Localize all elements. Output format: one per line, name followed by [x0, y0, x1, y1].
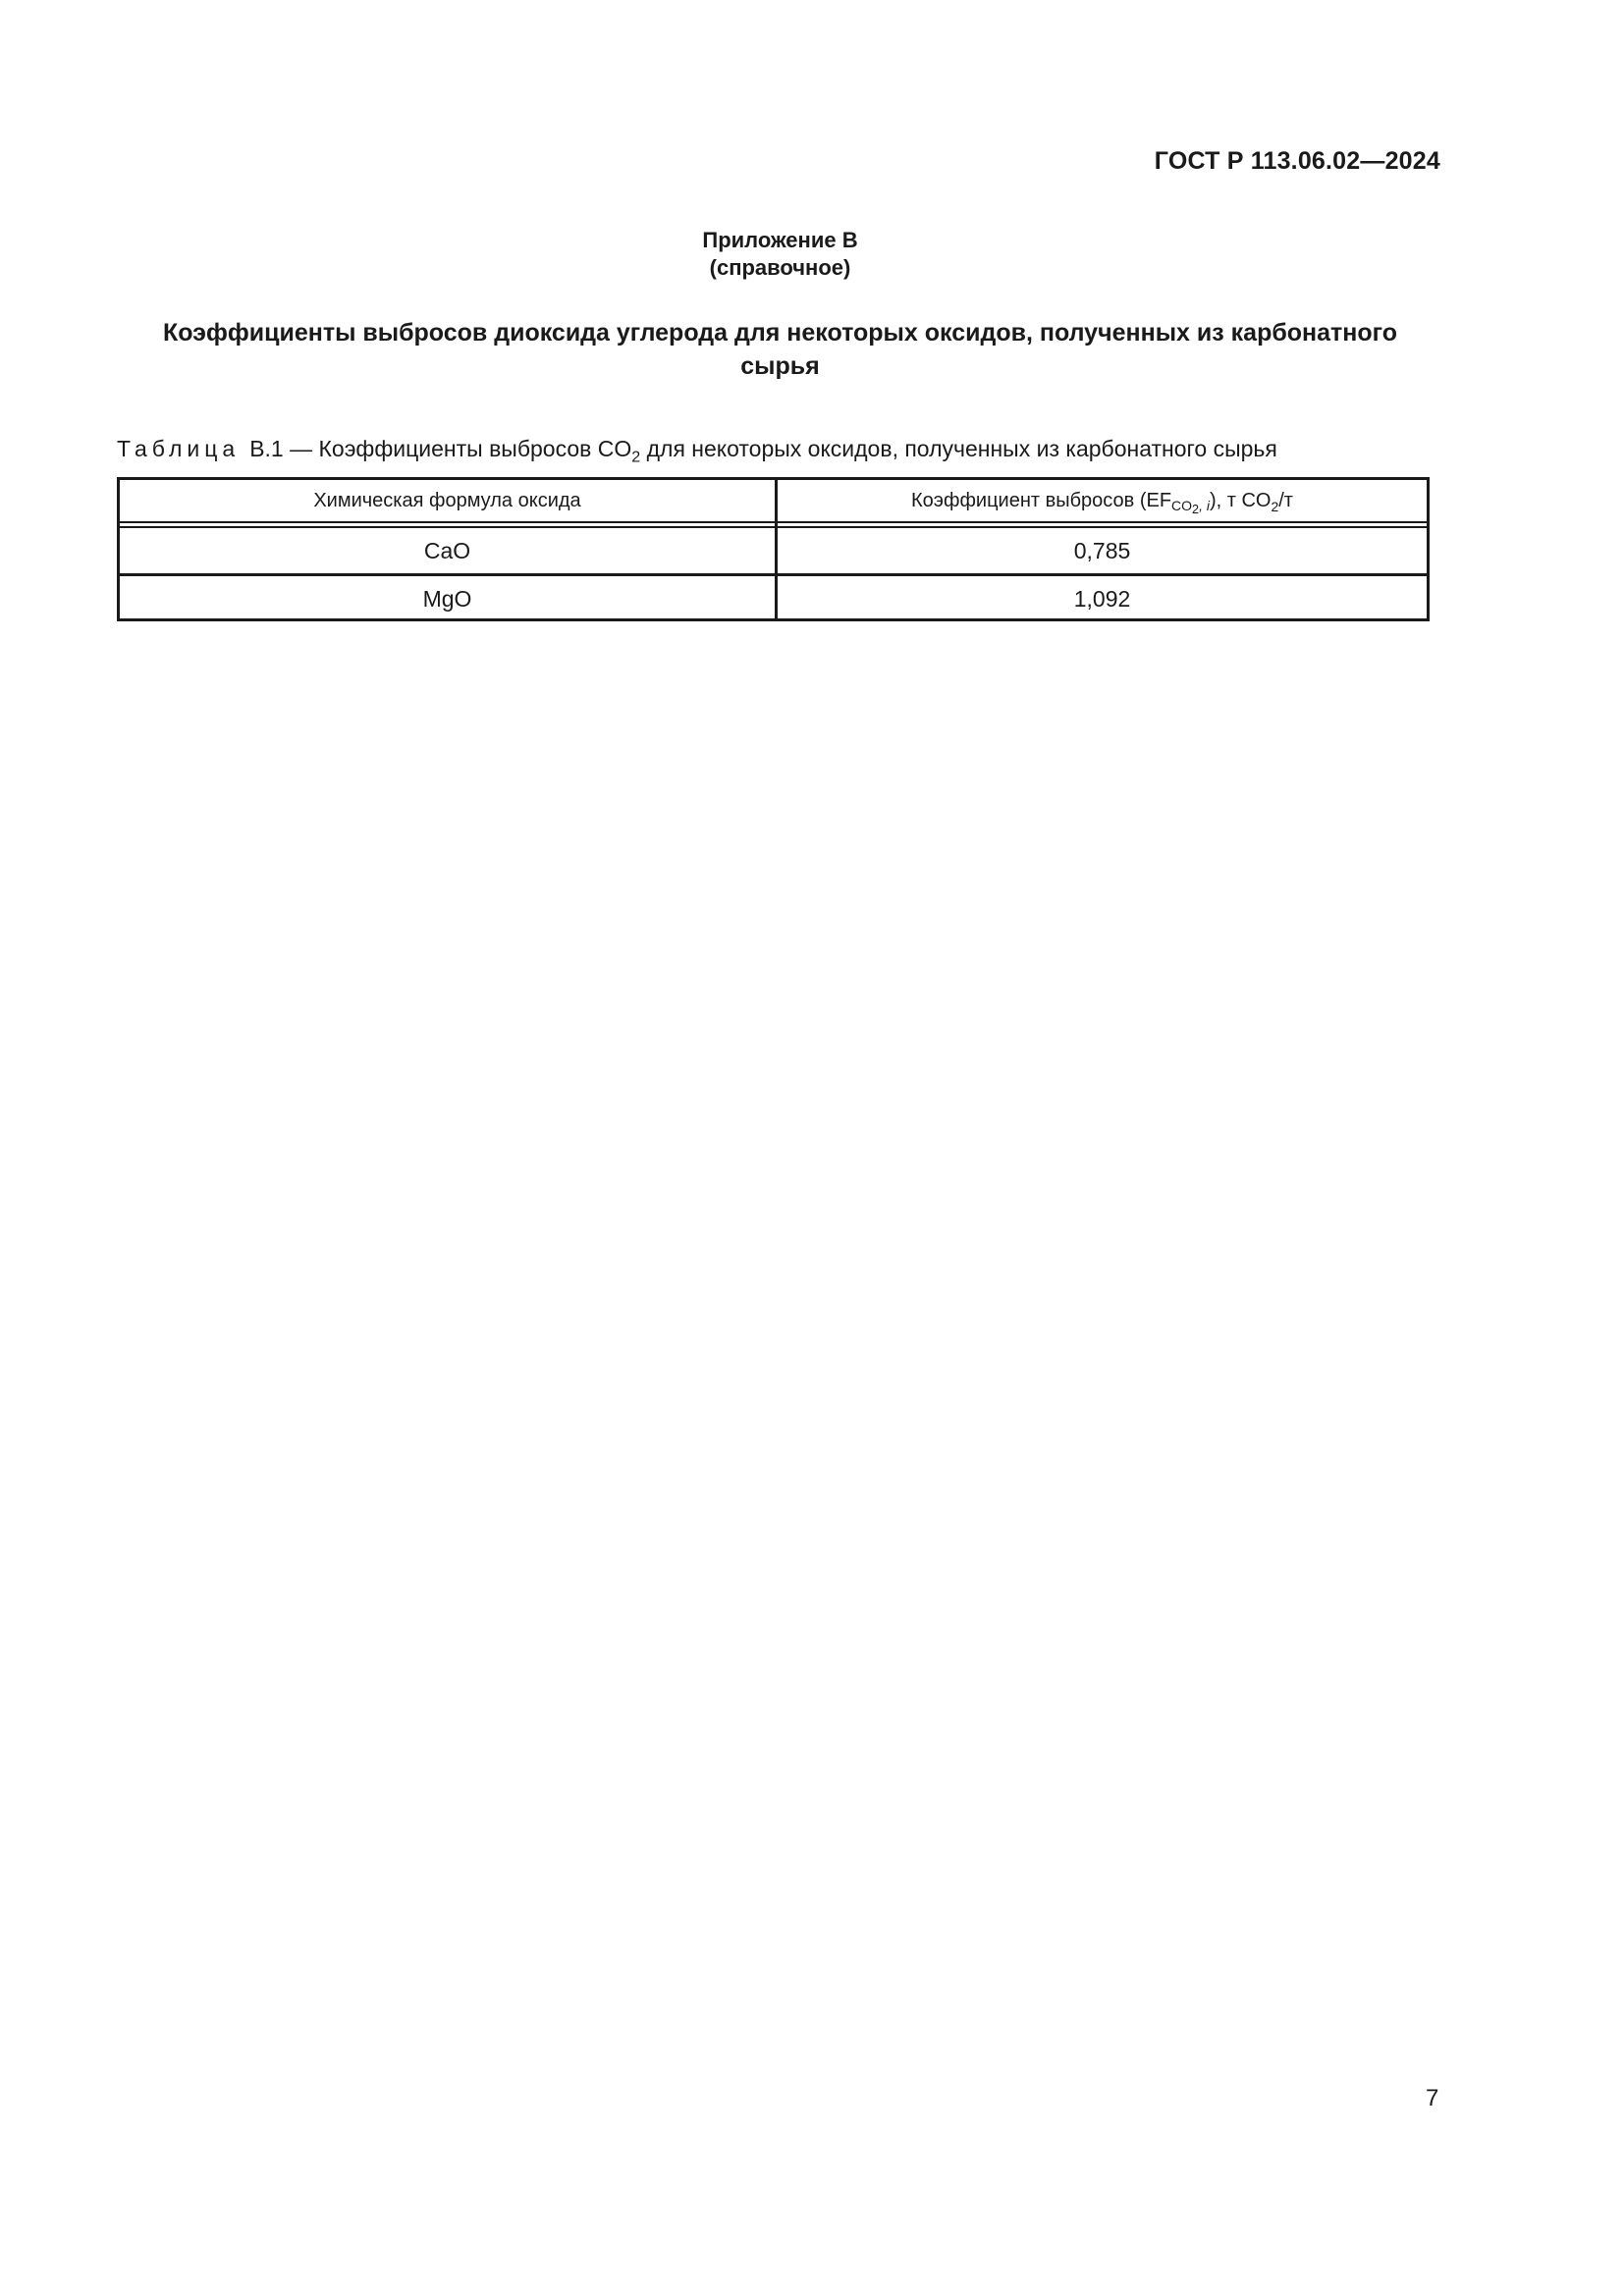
table-caption-subscript: 2 [631, 448, 641, 466]
subscript-2: 2 [1192, 503, 1200, 517]
page-number: 7 [1426, 2085, 1439, 2111]
subscript-i: , i [1199, 498, 1210, 514]
table-caption-label: Таблица [117, 436, 241, 461]
unit-subscript-2: 2 [1271, 498, 1279, 514]
subscript-co: CO [1171, 498, 1193, 514]
coefficient-label-prefix: Коэффициент выбросов (EF [911, 489, 1172, 511]
column-header-coefficient-label [911, 489, 1293, 517]
document-code: ГОСТ Р 113.06.02—2024 [1154, 147, 1440, 175]
table-caption-text-tail: для некоторых оксидов, полученных из карбонатного сырья [640, 436, 1277, 461]
coefficient-label-unit: ), т CO [1209, 489, 1272, 511]
coefficient-label-subscript [1171, 498, 1210, 517]
header-rule-top [120, 521, 1427, 523]
table-caption [117, 436, 1277, 466]
appendix-heading: Коэффициенты выбросов диоксида углерода для некоторых оксидов, полученных из карбонатного сырья [162, 319, 1398, 380]
appendix-title: Приложение В [702, 228, 858, 252]
column-header-formula-label: Химическая формула оксида [313, 489, 581, 511]
coefficient-label-unit-tail: /т [1278, 489, 1293, 511]
appendix-type: (справочное) [709, 255, 851, 280]
table-cell-coefficient: 0,785 [1073, 537, 1131, 563]
column-header-formula [120, 480, 775, 521]
emission-factors-table [117, 477, 1430, 621]
table-caption-dash: — [283, 436, 319, 461]
table-cell-formula: MgO [422, 585, 472, 612]
column-header-coefficient [778, 480, 1427, 521]
table-caption-text: Коэффициенты выбросов CO [318, 436, 632, 461]
table-caption-number: В.1 [249, 436, 284, 461]
table-cell-coefficient: 1,092 [1073, 585, 1131, 612]
table-cell-formula: CaO [423, 537, 471, 563]
